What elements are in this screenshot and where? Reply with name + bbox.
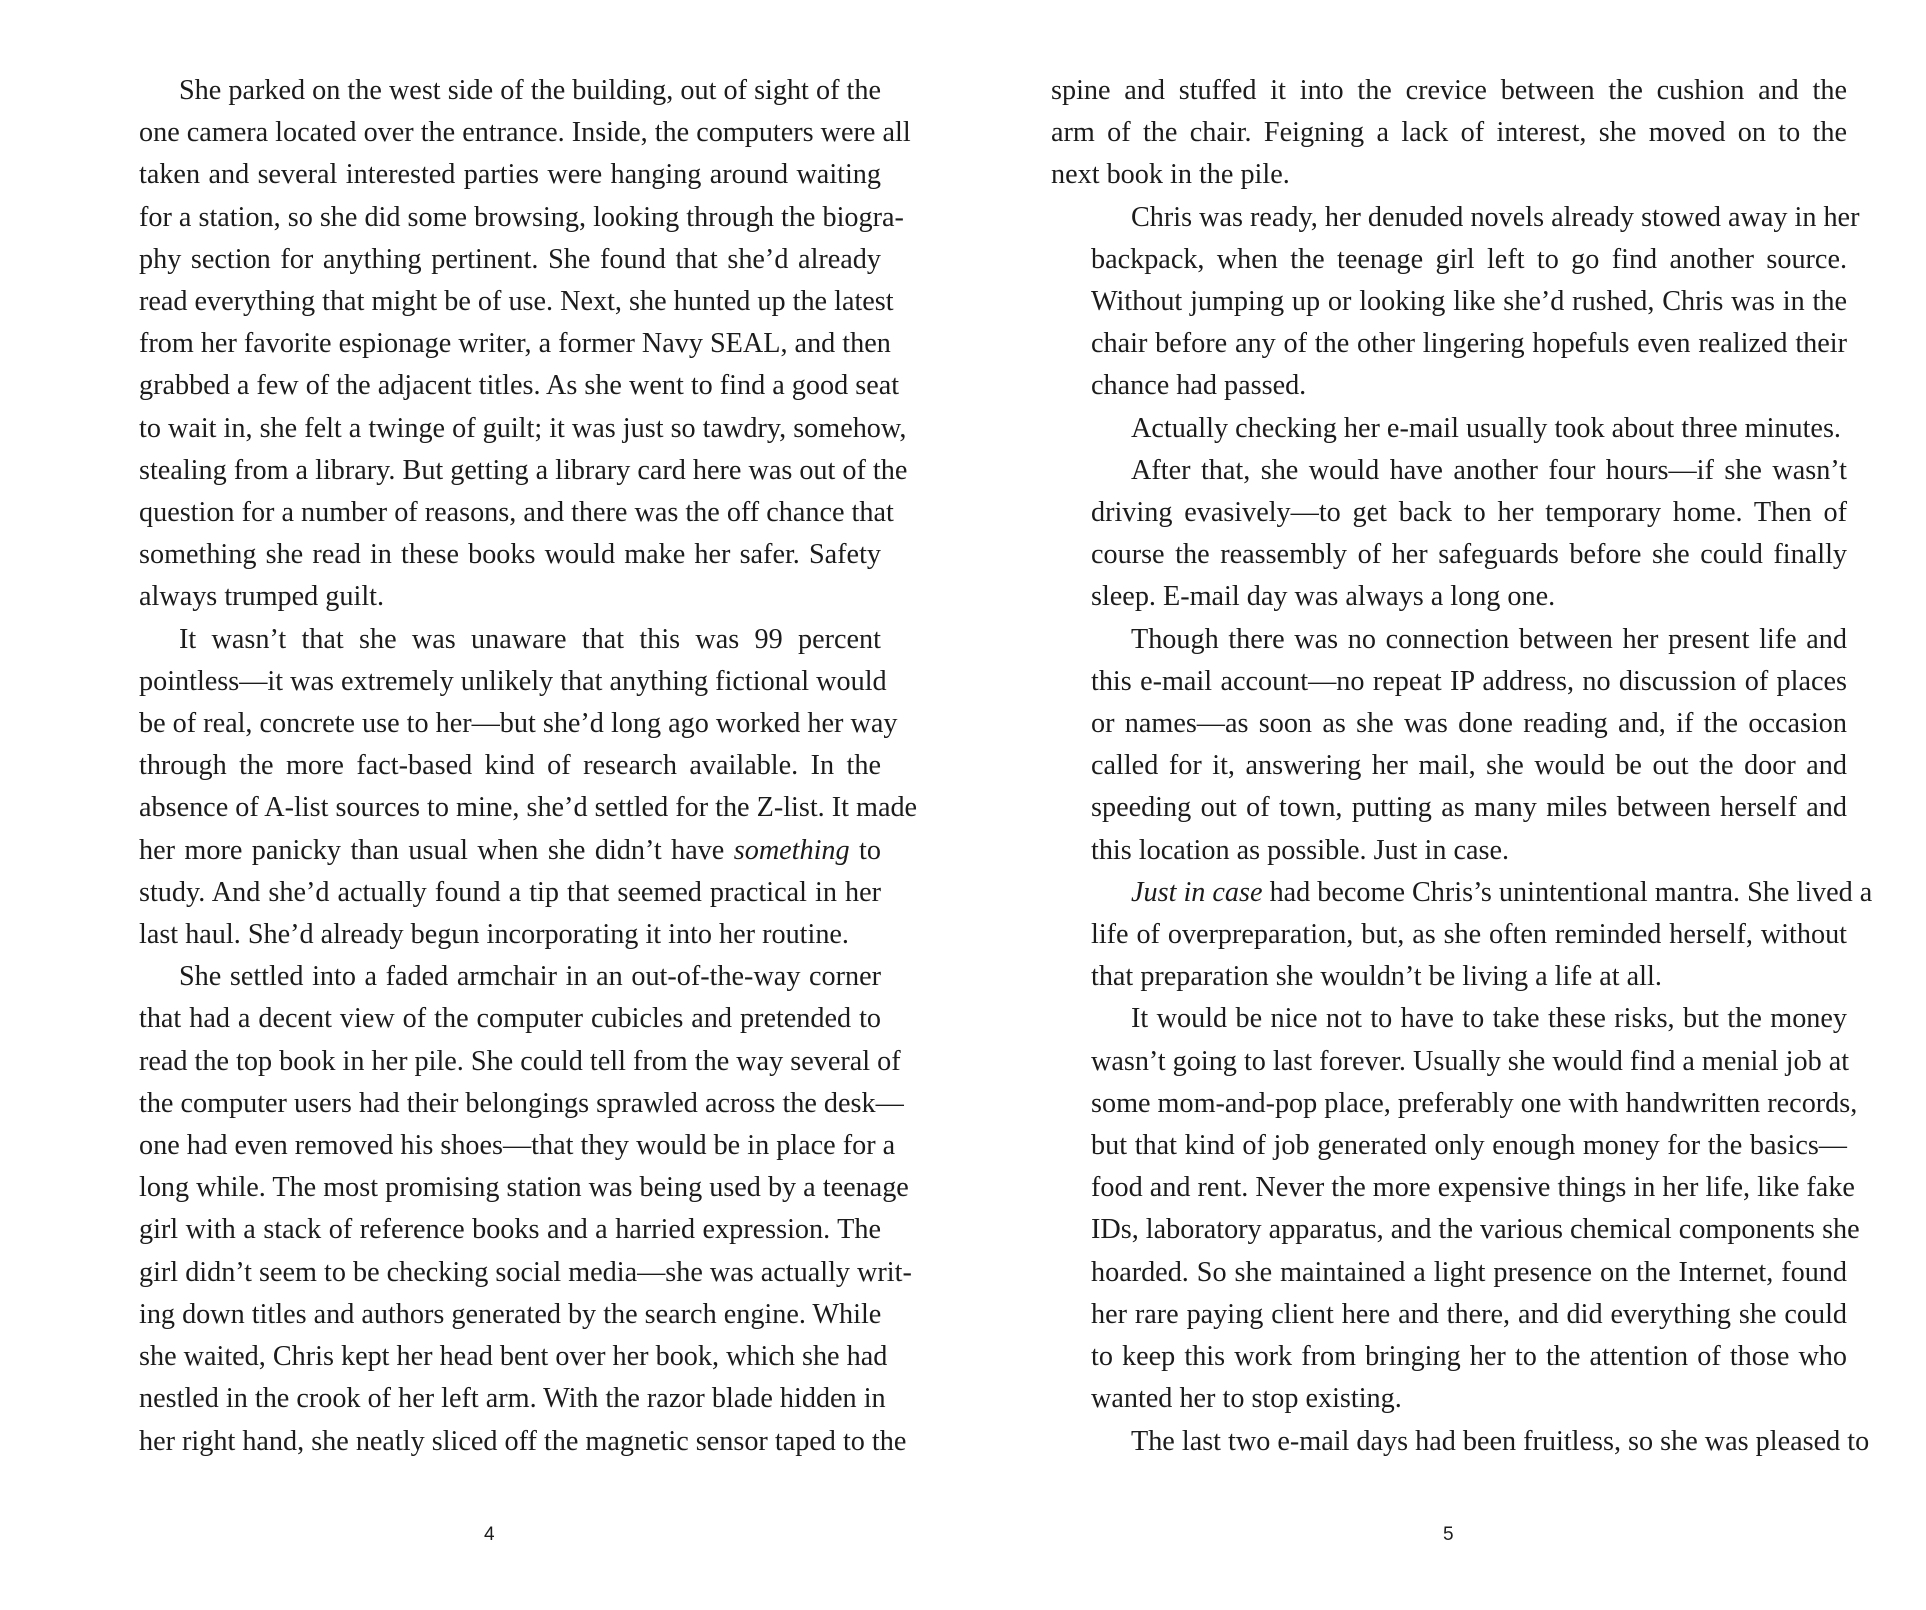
text-run: her more panicky than usual when she didn’t have — [139, 834, 734, 866]
text-line: last haul. She’d already begun incorporating it into her routine. — [139, 919, 849, 951]
page-number-left: 4 — [484, 1524, 496, 1545]
text-line: She settled into a faded armchair in an out-of-the-way corner — [179, 961, 881, 993]
text-line: The last two e-mail days had been fruitless, so she was pleased to — [1131, 1425, 1870, 1457]
text-line: spine and stuffed it into the crevice between the cushion and the — [1051, 75, 1847, 106]
text-line: food and rent. Never the more expensive things in her life, like fake — [1091, 1172, 1855, 1204]
paragraph — [1051, 998, 1860, 1420]
paragraph — [1051, 70, 1847, 197]
paragraph — [1051, 872, 1873, 999]
text-line: Without jumping up or looking like she’d rushed, Chris was in the — [1091, 286, 1847, 318]
text-line: she waited, Chris kept her head bent over her book, which she had — [139, 1341, 888, 1373]
paragraph — [1051, 1421, 1870, 1463]
text-line: girl with a stack of reference books and a harried expression. The — [139, 1214, 881, 1246]
text-line: phy section for anything pertinent. She found that she’d already — [139, 243, 881, 275]
paragraph — [1051, 619, 1847, 872]
text-line: called for it, answering her mail, she would be out the door and — [1091, 750, 1847, 782]
text-line: to keep this work from bringing her to the attention of those who — [1091, 1341, 1847, 1373]
text-line: ing down titles and authors generated by the search engine. While — [139, 1298, 882, 1330]
text-line: that preparation she wouldn’t be living a life at all. — [1091, 961, 1662, 993]
text-line: for a station, so she did some browsing, looking through the biogra- — [139, 201, 904, 233]
text-line: life of overpreparation, but, as she often reminded herself, without — [1091, 919, 1847, 951]
text-line: study. And she’d actually found a tip that seemed practical in her — [139, 876, 881, 908]
text-line: one camera located over the entrance. Inside, the computers were all — [139, 117, 911, 149]
text-line: Chris was ready, her denuded novels already stowed away in her — [1131, 201, 1860, 233]
right-page-text — [1051, 70, 1873, 1463]
left-page — [99, 70, 918, 1463]
text-line: this e-mail account—no repeat IP address, no discussion of places — [1091, 665, 1847, 697]
paragraph — [1051, 197, 1860, 408]
text-line: chair before any of the other lingering hopefuls even realized their — [1091, 328, 1847, 360]
text-line: nestled in the crook of her left arm. With the razor blade hidden in — [139, 1383, 886, 1415]
paragraph — [1051, 450, 1847, 619]
right-page — [1051, 70, 1873, 1463]
text-line: absence of A-list sources to mine, she’d settled for the Z-list. It made — [139, 792, 918, 824]
text-line: question for a number of reasons, and there was the off chance that — [139, 497, 894, 529]
text-line: long while. The most promising station was being used by a teenage — [139, 1172, 909, 1204]
text-line: next book in the pile. — [1051, 159, 1290, 191]
text-line: speeding out of town, putting as many miles between herself and — [1091, 792, 1847, 824]
text-line: wanted her to stop existing. — [1091, 1383, 1402, 1415]
paragraph — [99, 956, 912, 1462]
text-line: to wait in, she felt a twinge of guilt; it was just so tawdry, somehow, — [139, 412, 907, 444]
text-line: but that kind of job generated only enough money for the basics— — [1091, 1130, 1847, 1162]
text-line: through the more fact-based kind of research available. In the — [139, 750, 881, 782]
text-line: grabbed a few of the adjacent titles. As she went to find a good seat — [139, 370, 900, 402]
text-line: After that, she would have another four hours—if she wasn’t — [1131, 454, 1847, 486]
text-line: arm of the chair. Feigning a lack of interest, she moved on to the — [1051, 117, 1847, 149]
text-line: something she read in these books would make her safer. Safety — [139, 539, 881, 571]
text-line: that had a decent view of the computer cubicles and pretended to — [139, 1003, 881, 1035]
text-line: IDs, laboratory apparatus, and the various chemical components she — [1091, 1214, 1860, 1246]
text-line: She parked on the west side of the building, out of sight of the — [179, 75, 881, 106]
text-line: her rare paying client here and there, and did everything she could — [1091, 1298, 1847, 1330]
text-line: chance had passed. — [1091, 370, 1307, 402]
text-line: sleep. E-mail day was always a long one. — [1091, 581, 1556, 613]
paragraph — [99, 70, 911, 619]
text-line: girl didn’t seem to be checking social media—she was actually writ- — [139, 1256, 912, 1288]
italic-emphasis: something — [733, 834, 850, 866]
text-line: hoarded. So she maintained a light presence on the Internet, found — [1091, 1256, 1847, 1288]
text-line: from her favorite espionage writer, a former Navy SEAL, and then — [139, 328, 891, 360]
text-line: driving evasively—to get back to her temporary home. Then of — [1091, 497, 1847, 529]
text-line: read everything that might be of use. Next, she hunted up the latest — [139, 286, 894, 318]
text-line: Actually checking her e-mail usually took about three minutes. — [1131, 412, 1841, 444]
text-line: Though there was no connection between her present life and — [1131, 623, 1847, 655]
left-page-text — [99, 70, 918, 1463]
text-line: stealing from a library. But getting a library card here was out of the — [139, 454, 908, 486]
text-line: pointless—it was extremely unlikely that anything fictional would — [139, 665, 887, 697]
text-line: wasn’t going to last forever. Usually she would find a menial job at — [1091, 1045, 1850, 1077]
text-line — [99, 830, 881, 872]
paragraph — [1051, 408, 1847, 450]
text-line: always trumped guilt. — [139, 581, 385, 613]
text-line: this location as possible. Just in case. — [1091, 834, 1510, 866]
text-line: backpack, when the teenage girl left to go find another source. — [1091, 243, 1847, 275]
text-line: taken and several interested parties were hanging around waiting — [139, 159, 881, 191]
text-line: course the reassembly of her safeguards before she could finally — [1091, 539, 1847, 571]
italic-emphasis: Just in case — [1131, 876, 1263, 908]
paragraph — [99, 619, 918, 957]
text-line: the computer users had their belongings sprawled across the desk— — [139, 1087, 904, 1119]
text-line: one had even removed his shoes—that they would be in place for a — [139, 1130, 896, 1162]
text-run: had become Chris’s unintentional mantra. She lived a — [1262, 876, 1873, 908]
text-line: It would be nice not to have to take these risks, but the money — [1131, 1003, 1847, 1035]
text-line: her right hand, she neatly sliced off the magnetic sensor taped to the — [139, 1425, 907, 1457]
text-line — [1051, 872, 1873, 914]
page-number-right: 5 — [1443, 1524, 1455, 1545]
text-line: It wasn’t that she was unaware that this was 99 percent — [179, 623, 881, 655]
text-line: read the top book in her pile. She could tell from the way several of — [139, 1045, 901, 1077]
text-line: be of real, concrete use to her—but she’d long ago worked her way — [139, 708, 898, 740]
text-line: some mom-and-pop place, preferably one with handwritten records, — [1091, 1087, 1858, 1119]
text-line: or names—as soon as she was done reading and, if the occasion — [1091, 708, 1847, 740]
text-run: to — [849, 834, 881, 866]
